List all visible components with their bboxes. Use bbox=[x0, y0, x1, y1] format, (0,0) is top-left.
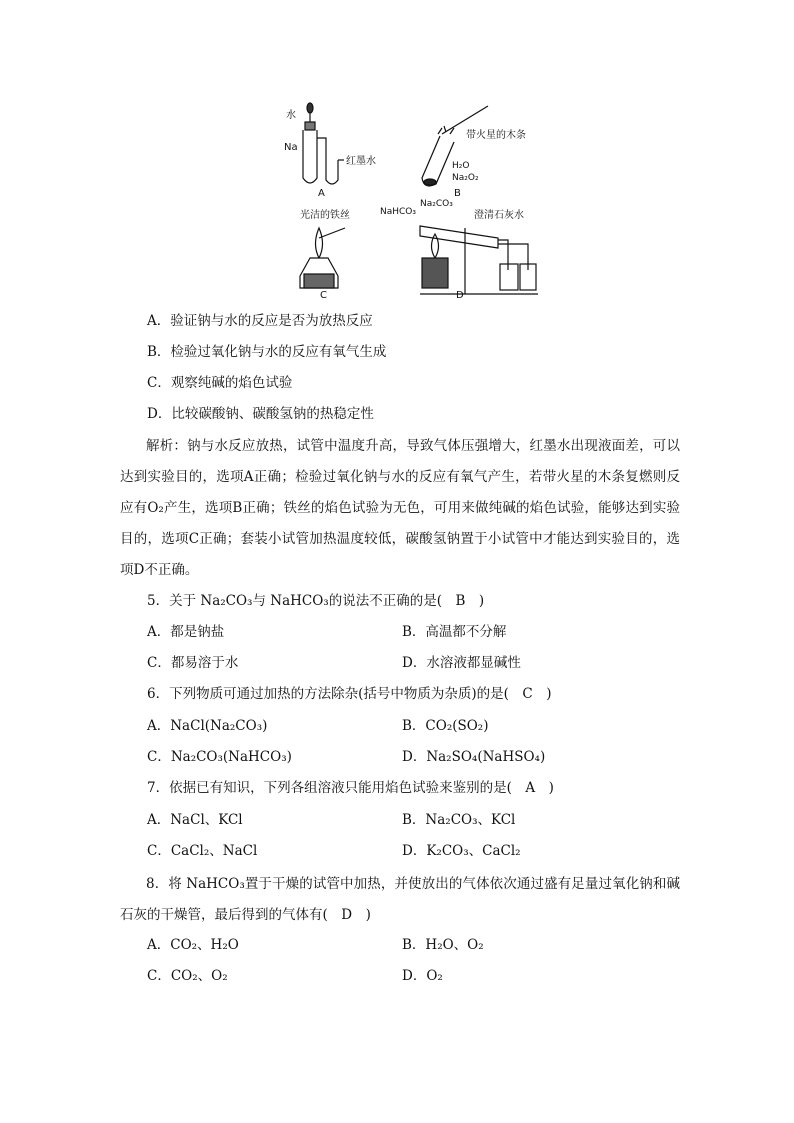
na2o2-solid bbox=[424, 179, 436, 185]
q6-option-d: D．Na₂SO₄(NaHSO₄) bbox=[402, 749, 546, 765]
q8-option-b: B．H₂O、O₂ bbox=[402, 937, 484, 953]
q7-stem: 7．依据已有知识，下列各组溶液只能用焰色试验来鉴别的是( A ) bbox=[147, 780, 554, 796]
label-glowing-stick: 带火星的木条 bbox=[466, 130, 526, 141]
label-red-ink: 红墨水 bbox=[346, 156, 376, 167]
flame-c bbox=[316, 228, 323, 258]
q8-option-d: D．O₂ bbox=[402, 968, 443, 984]
label-water: 水 bbox=[286, 110, 296, 121]
stopper-a bbox=[305, 122, 315, 130]
q5-option-d: D．水溶液都显碱性 bbox=[402, 655, 521, 671]
q6-option-b: B．CO₂(SO₂) bbox=[402, 718, 489, 734]
q7-option-a: A．NaCl、KCl bbox=[147, 812, 243, 828]
spark-marks bbox=[438, 126, 454, 134]
label-nahco3: NaHCO₃ bbox=[380, 207, 416, 217]
apparatus-figure bbox=[270, 98, 538, 300]
q8-option-a: A．CO₂、H₂O bbox=[147, 937, 239, 953]
label-a: A bbox=[318, 188, 325, 199]
q7-option-d: D．K₂CO₃、CaCl₂ bbox=[402, 843, 521, 859]
beaker-1 bbox=[500, 264, 518, 290]
label-na2co3: Na₂CO₃ bbox=[420, 199, 453, 209]
q4-option-b: B．检验过氧化钠与水的反应有氧气生成 bbox=[147, 344, 387, 360]
label-iron-wire: 光洁的铁丝 bbox=[300, 210, 350, 221]
q5-option-b: B．高温都不分解 bbox=[402, 624, 507, 640]
q5-option-c: C．都易溶于水 bbox=[147, 655, 239, 671]
iron-wire bbox=[319, 228, 345, 238]
apparatus-diagram bbox=[270, 98, 538, 300]
delivery-tube-2 bbox=[498, 244, 528, 270]
q4-analysis: 解析：钠与水反应放热，试管中温度升高，导致气体压强增大，红墨水出现液面差，可以达到实验目的，选项A正确；检验过氧化钠与水的反应有氧气产生，若带火星的木条复燃则反应有O₂产生，选项B正确；铁丝的焰色试验为无色，可用来做纯碱的焰色试验，能够达到实验目的，选项C正确；套装小试管加热温度较低，碳酸氢钠置于小试管中才能达到实验目的，选项D不正确。 bbox=[120, 438, 680, 578]
q7-option-c: C．CaCl₂、NaCl bbox=[147, 843, 258, 859]
label-na2o2: Na₂O₂ bbox=[452, 173, 479, 183]
q7-option-b: B．Na₂CO₃、KCl bbox=[402, 812, 516, 828]
burner-d bbox=[422, 258, 448, 288]
lamp-fill bbox=[304, 274, 334, 288]
u-tube-a bbox=[317, 138, 338, 184]
label-b: B bbox=[454, 188, 461, 199]
q8-option-c: C．CO₂、O₂ bbox=[147, 968, 228, 984]
q4-option-c: C．观察纯碱的焰色试验 bbox=[147, 375, 293, 391]
q4-option-a: A．验证钠与水的反应是否为放热反应 bbox=[147, 313, 373, 329]
dropper-bulb bbox=[307, 103, 313, 113]
label-c: C bbox=[320, 290, 327, 300]
label-d: D bbox=[456, 290, 464, 300]
q6-option-c: C．Na₂CO₃(NaHCO₃) bbox=[147, 749, 292, 765]
label-limewater: 澄清石灰水 bbox=[474, 210, 524, 221]
q8-stem: 8．将 NaHCO₃置于干燥的试管中加热，并使放出的气体依次通过盛有足量过氧化钠和碱石灰的干燥管，最后得到的气体有( D ) bbox=[120, 876, 680, 923]
q5-option-a: A．都是钠盐 bbox=[147, 624, 225, 640]
q4-option-d: D．比较碳酸钠、碳酸氢钠的热稳定性 bbox=[147, 406, 374, 422]
q6-stem: 6．下列物质可通过加热的方法除杂(括号中物质为杂质)的是( C ) bbox=[147, 686, 552, 702]
q5-stem: 5．关于 Na₂CO₃与 NaHCO₃的说法不正确的是( B ) bbox=[147, 593, 485, 609]
test-tube-b bbox=[422, 136, 454, 186]
label-h2o: H₂O bbox=[452, 161, 470, 171]
q6-option-a: A．NaCl(Na₂CO₃) bbox=[147, 718, 268, 734]
test-tube-a bbox=[303, 130, 317, 183]
label-na: Na bbox=[284, 142, 298, 153]
